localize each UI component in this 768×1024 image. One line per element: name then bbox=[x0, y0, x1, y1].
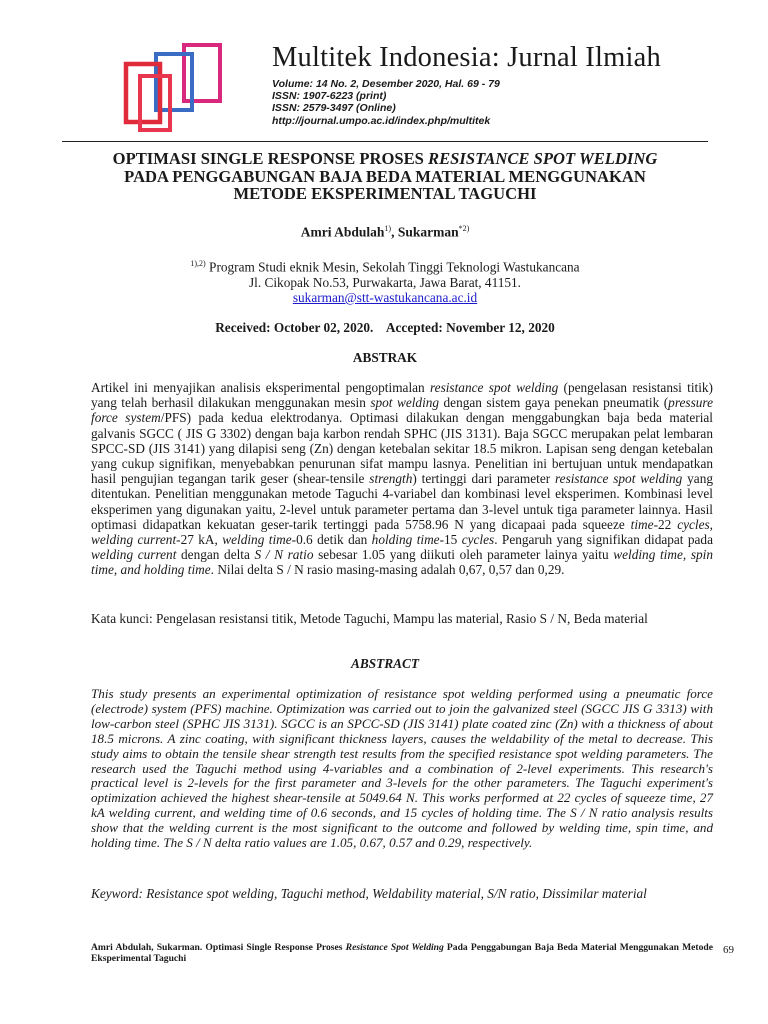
received-accepted-dates: Received: October 02, 2020. Accepted: November 12, 2020 bbox=[215, 320, 555, 335]
abstrak-segment: sebesar 1.05 yang diikuti oleh parameter lainya yaitu bbox=[313, 547, 614, 563]
kata-kunci: Kata kunci: Pengelasan resistansi titik, Metode Taguchi, Mampu las material, Rasio S / N, Beda material bbox=[91, 611, 648, 626]
author-list bbox=[60, 224, 710, 241]
author-2-sup: *2) bbox=[458, 224, 470, 233]
affiliation-institution: Program Studi eknik Mesin, Sekolah Tinggi Teknologi Wastukancana bbox=[205, 259, 580, 275]
affiliation bbox=[60, 256, 710, 305]
title-line-1-italic: RESISTANCE SPOT WELDING bbox=[428, 149, 658, 168]
abstrak-segment: pressure force system bbox=[91, 395, 713, 426]
affiliation-address: Jl. Cikopak No.53, Purwakarta, Jawa Barat, 41151. bbox=[248, 274, 522, 290]
journal-url-link[interactable]: http://journal.umpo.ac.id/index.php/multitek bbox=[272, 114, 491, 127]
affiliation-sup: 1),2) bbox=[190, 259, 206, 268]
abstrak-segment: holding time bbox=[371, 532, 440, 548]
abstrak-segment: dengan delta bbox=[176, 547, 255, 563]
title-line-2: PADA PENGGABUNGAN BAJA BEDA MATERIAL MENGGUNAKAN bbox=[124, 166, 646, 186]
abstrak-segment: -27 kA, bbox=[176, 532, 223, 548]
journal-title: Multitek Indonesia: Jurnal Ilmiah bbox=[272, 42, 661, 73]
abstrak-segment: S / N ratio bbox=[254, 547, 314, 563]
author-1: Amri Abdulah bbox=[300, 224, 385, 240]
abstrak-segment: ) tertinggi dari parameter bbox=[412, 471, 555, 487]
abstrak-segment: strength bbox=[369, 471, 413, 487]
abstract-body: This study presents an experimental optimization of resistance spot welding performed using a pneumatic force (electrode) system (PFS) machine. Optimization was carried out to join the galvanized steel (SGCC JIS G 3313) with low-carbon steel (SPHC JIS 3131). SGCC is an SPCC-SD (JIS 3141) plate coated zinc (Zn) with a thickness of about 18.5 microns. A zinc coating, with significant thickness layers, causes the weldability of the metal to decrease. This study aims to obtain the tensile shear strength test results from the specified resistance spot welding parameters. The research used the Taguchi method using 4-variables and a combination of 2-level experiments. This research's practical level is 2-levels for the first parameter and 3-levels for the other parameters. The Taguchi experiment's optimization achieved the highest shear-tensile at 5049.64 N. This works performed at 22 cycles of squeeze time, 27 kA welding current, and welding time of 0.6 seconds, and 15 cycles of holding time. The S / N ratio analysis results show that the welding current is the most significant to the outcome and followed by welding time, spin time, and holding time. The S / N delta ratio values are 1.05, 0.67, 0.57 and 0.29, respectively. bbox=[91, 686, 713, 851]
abstrak-segment: . Nilai delta S / N rasio masing-masing adalah 0,67, 0,57 dan 0,29. bbox=[210, 562, 565, 578]
title-line-1-prefix: OPTIMASI SINGLE RESPONSE PROSES bbox=[112, 149, 429, 168]
abstrak-segment: welding time bbox=[222, 532, 292, 548]
abstract-heading: ABSTRACT bbox=[351, 656, 419, 671]
footer-suffix: Pada Penggabungan Baja Beda Material Menggunakan Metode Eksperimental Taguchi bbox=[91, 942, 713, 964]
footer-prefix: Amri Abdulah, Sukarman. Optimasi Single Response Proses bbox=[91, 942, 346, 953]
abstrak-segment: -22 bbox=[653, 516, 678, 532]
author-1-sup: 1) bbox=[384, 224, 392, 233]
issn-online-line: ISSN: 2579-3497 (Online) bbox=[272, 102, 396, 115]
abstrak-heading: ABSTRAK bbox=[352, 350, 418, 365]
abstrak-segment: welding current bbox=[91, 547, 177, 563]
journal-meta bbox=[272, 78, 500, 127]
abstrak-body bbox=[91, 380, 713, 578]
volume-line: Volume: 14 No. 2, Desember 2020, Hal. 69 - 79 bbox=[272, 78, 500, 90]
abstrak-segment: /PFS) pada kedua elektrodanya. Optimasi dilakukan dengan menggabungkan baja beda material galvanis SGCC ( JIS G 3302) dengan baja karbon rendah SPHC (JIS 3131). Baja SGCC merupakan pelat lembaran SPCC-SD (JIS 3141) yang dilapisi seng (Zn) dengan ketebalan sekitar 18.5 mikron. Lapisan seng dengan ketebalan yang cukup signifikan, menyebabkan penurunan sifat mampu lasnya. Penelitian ini bertujuan untuk mendapatkan hasil pengujian tegangan tarik geser (shear-tensile bbox=[91, 410, 713, 487]
abstrak-segment: , bbox=[709, 516, 713, 532]
abstrak-segment: time bbox=[630, 516, 654, 532]
abstrak-segment: spot welding bbox=[370, 395, 440, 411]
author-2: Sukarman bbox=[397, 224, 459, 240]
header-divider bbox=[62, 141, 708, 142]
abstrak-segment: cycles bbox=[461, 532, 495, 548]
journal-logo bbox=[118, 42, 226, 138]
abstrak-segment: Artikel ini menyajikan analisis eksperimental pengoptimalan bbox=[91, 380, 430, 395]
issn-print-line: ISSN: 1907-6223 (print) bbox=[272, 90, 387, 103]
abstrak-segment: welding current bbox=[91, 532, 177, 548]
affiliation-line-1 bbox=[60, 256, 710, 275]
abstrak-segment: welding time, spin time, and holding time bbox=[91, 547, 713, 578]
abstrak-segment: (pengelasan resistansi titik) yang telah berhasil dilakukan menggunakan mesin bbox=[91, 380, 713, 411]
abstrak-segment: -0.6 detik dan bbox=[291, 532, 372, 548]
author-email-link[interactable]: sukarman@stt-wastukancana.ac.id bbox=[292, 289, 478, 305]
abstrak-segment: cycles bbox=[677, 516, 710, 532]
title-line-1 bbox=[60, 150, 710, 168]
abstrak-segment: resistance spot welding bbox=[554, 471, 683, 487]
author-separator: , bbox=[391, 224, 398, 240]
abstrak-segment: dengan sistem gaya penekan pneumatik ( bbox=[439, 395, 669, 411]
abstrak-segment: yang ditentukan. Penelitian menggunakan metode Taguchi 4-variabel dan kombinasi level eksperimen. Kombinasi level eksperimen yang digunakan yaitu, 2-level untuk parameter pertama dan 3-level untuk tiga parameter lainnya. Hasil optimasi didapatkan kekuatan geser-tarik tertinggi pada 5758.96 N yang dicapaai pada squeeze bbox=[91, 471, 714, 532]
page-footer bbox=[91, 942, 713, 964]
title-line-3: METODE EKSPERIMENTAL TAGUCHI bbox=[233, 184, 537, 204]
abstrak-segment: resistance spot welding bbox=[429, 380, 559, 395]
footer-italic: Resistance Spot Welding bbox=[345, 942, 444, 953]
abstrak-segment: . Pengaruh yang signifikan didapat pada bbox=[494, 532, 713, 548]
paper-title bbox=[60, 150, 710, 203]
abstrak-segment: -15 bbox=[439, 532, 462, 548]
page-number: 69 bbox=[723, 944, 734, 956]
keywords: Keyword: Resistance spot welding, Taguchi method, Weldability material, S/N ratio, Dissimilar material bbox=[91, 886, 647, 901]
